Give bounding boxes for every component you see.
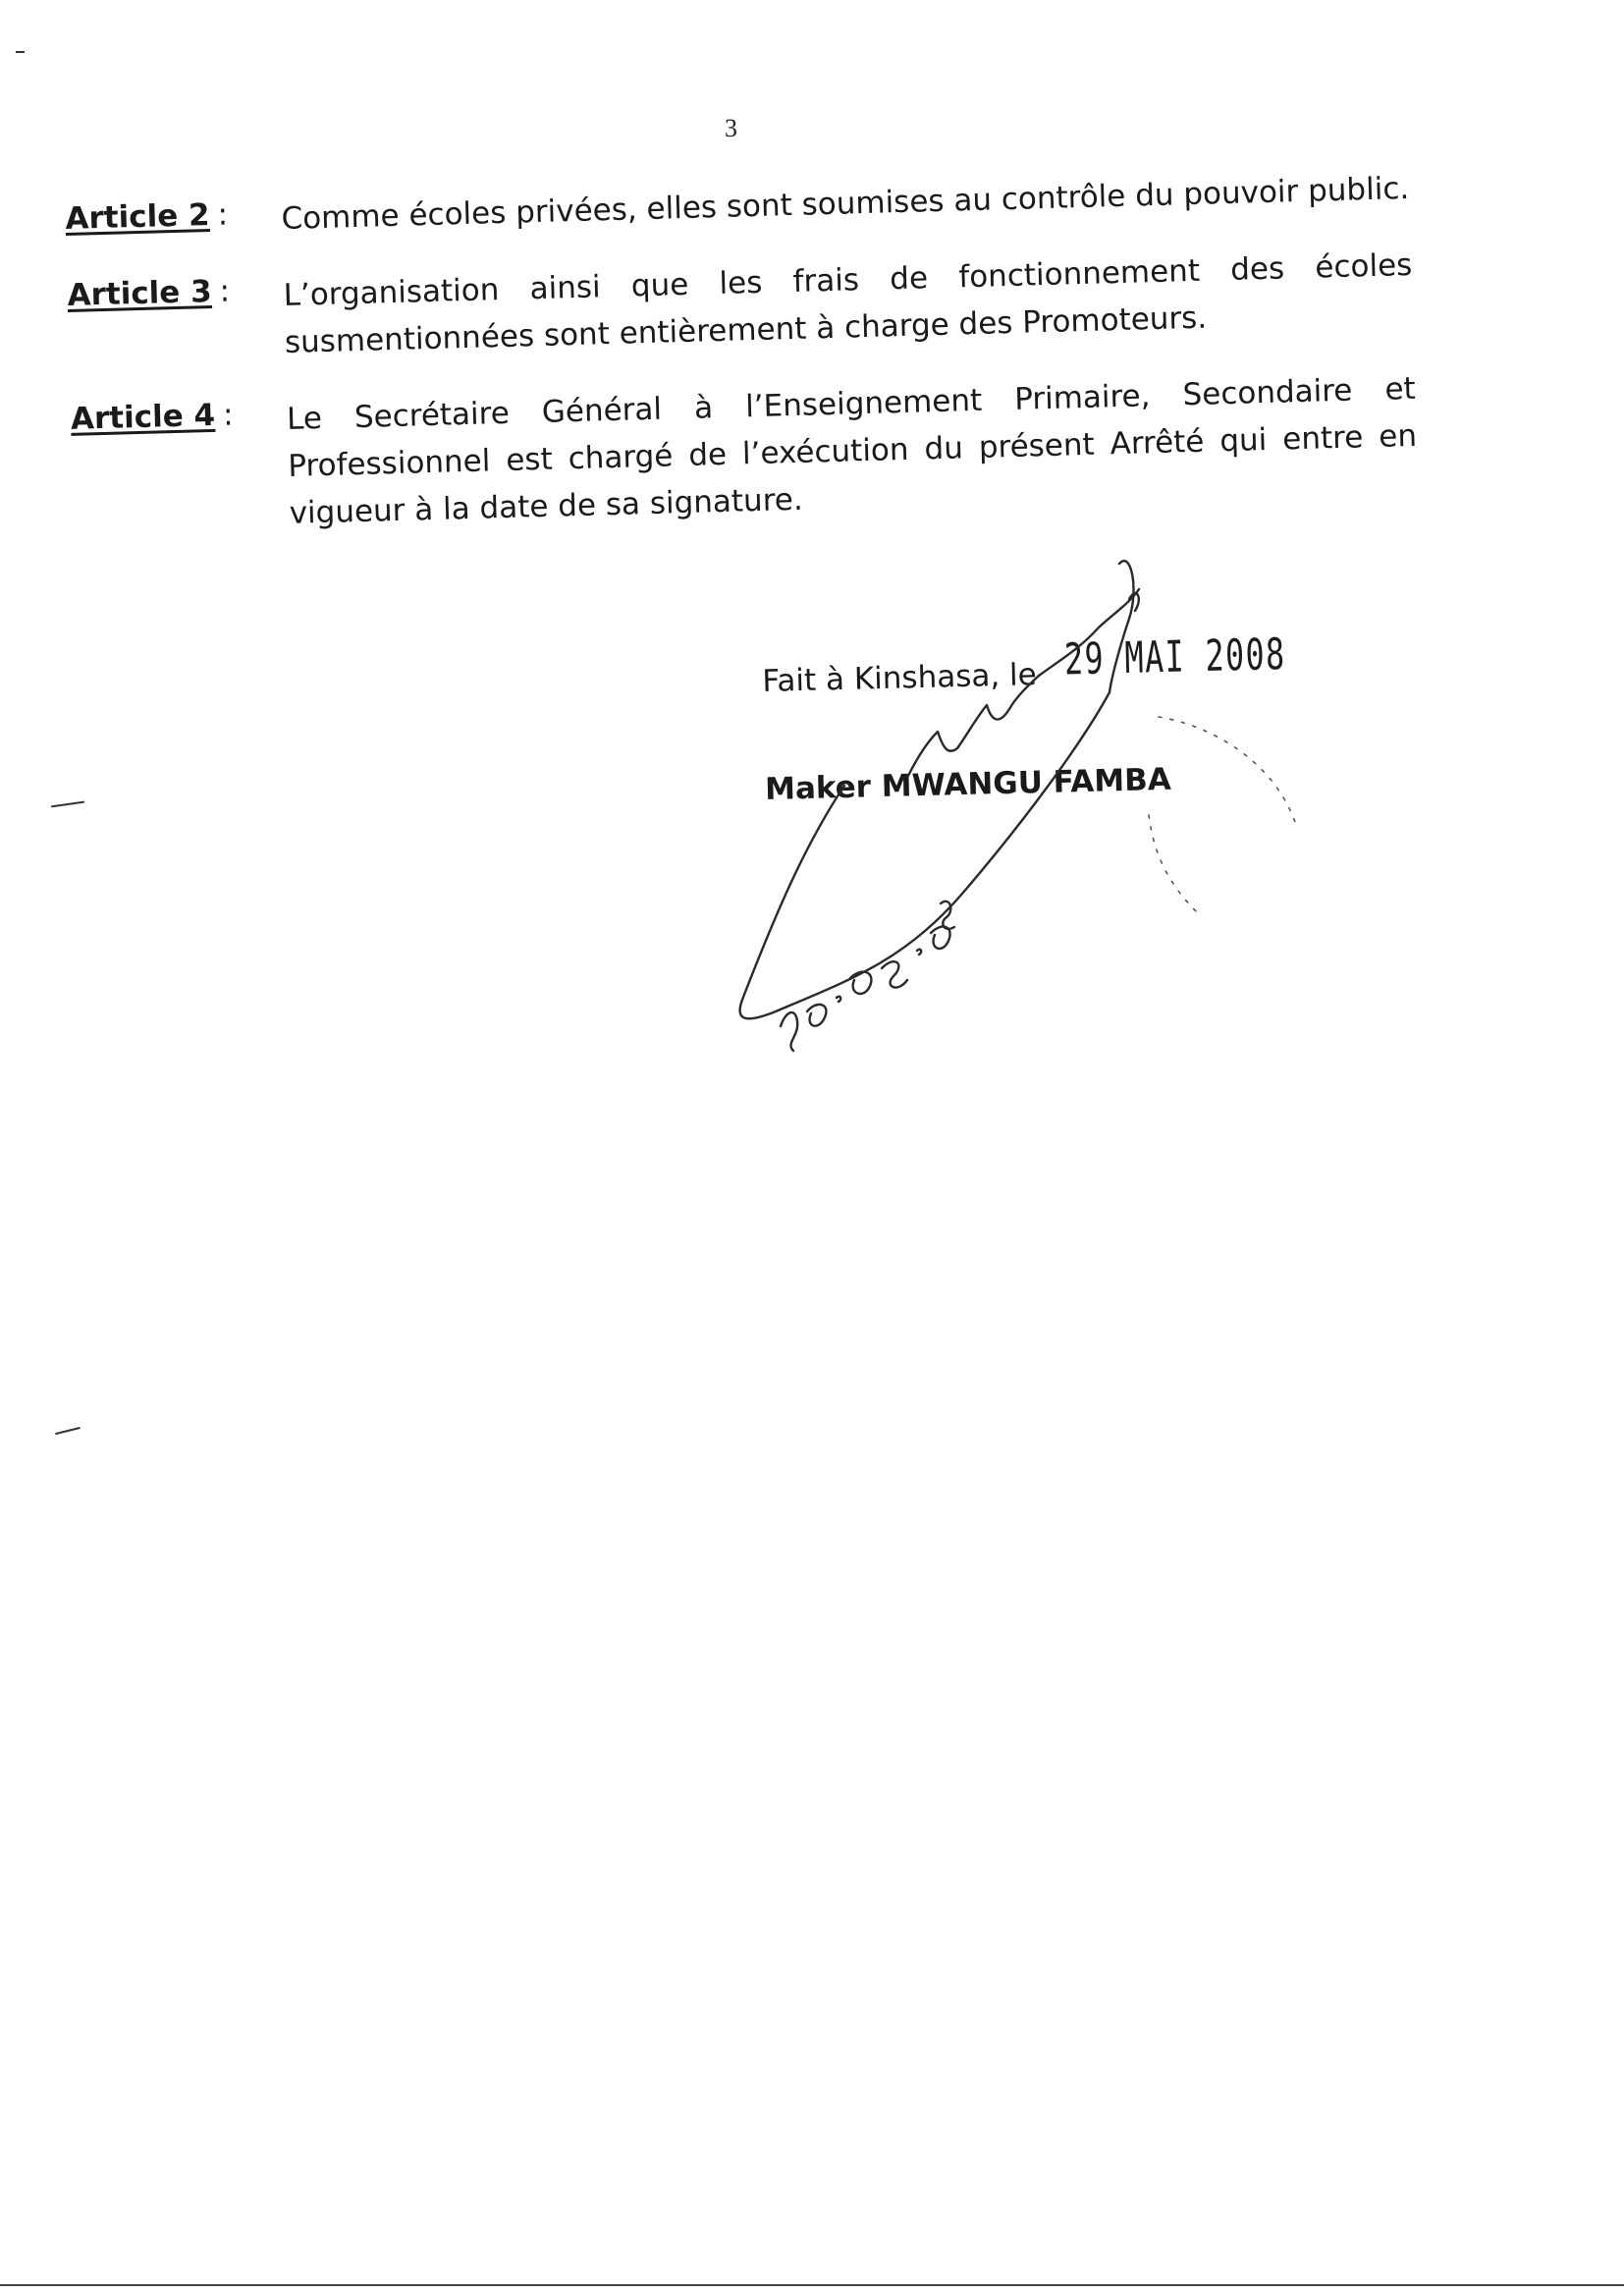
signature-block [762, 628, 1315, 807]
article-name: Article 3 [67, 273, 213, 313]
article-3 [67, 241, 1443, 372]
bottom-border-line [0, 2284, 1624, 2286]
article-text: Comme écoles privées, elles sont soumises au contrôle du pouvoir public. [281, 170, 1410, 238]
article-2 [65, 164, 1440, 248]
article-text: L’organisation ainsi que les frais de fonctionnement des écoles susmentionnées sont entièrement à charge des Promoteurs. [283, 246, 1413, 360]
article-4 [71, 364, 1448, 543]
article-text: Le Secrétaire Général à l’Enseignement Primaire, Secondaire et Professionnel est chargé de l’exécution du présent Arrêté qui entre en vigueur à la date de sa signature. [286, 370, 1418, 531]
scan-artifact [51, 801, 84, 808]
signatory-name: Maker MWANGU FAMBA [764, 761, 1172, 807]
article-label [71, 396, 288, 437]
article-label [65, 195, 282, 237]
scan-artifact [16, 51, 25, 53]
article-colon: : [217, 196, 229, 233]
article-colon: : [219, 273, 231, 309]
date-stamp: 29 MAI 2008 [1063, 628, 1287, 685]
article-name: Article 4 [70, 397, 216, 437]
article-name: Article 2 [65, 197, 211, 237]
article-label [67, 272, 284, 313]
articles-section [65, 164, 1449, 573]
page-number: 3 [725, 114, 737, 142]
scan-artifact [55, 1427, 81, 1435]
article-colon: : [222, 397, 235, 433]
place-and-date-line: Fait à Kinshasa, le [762, 657, 1038, 699]
